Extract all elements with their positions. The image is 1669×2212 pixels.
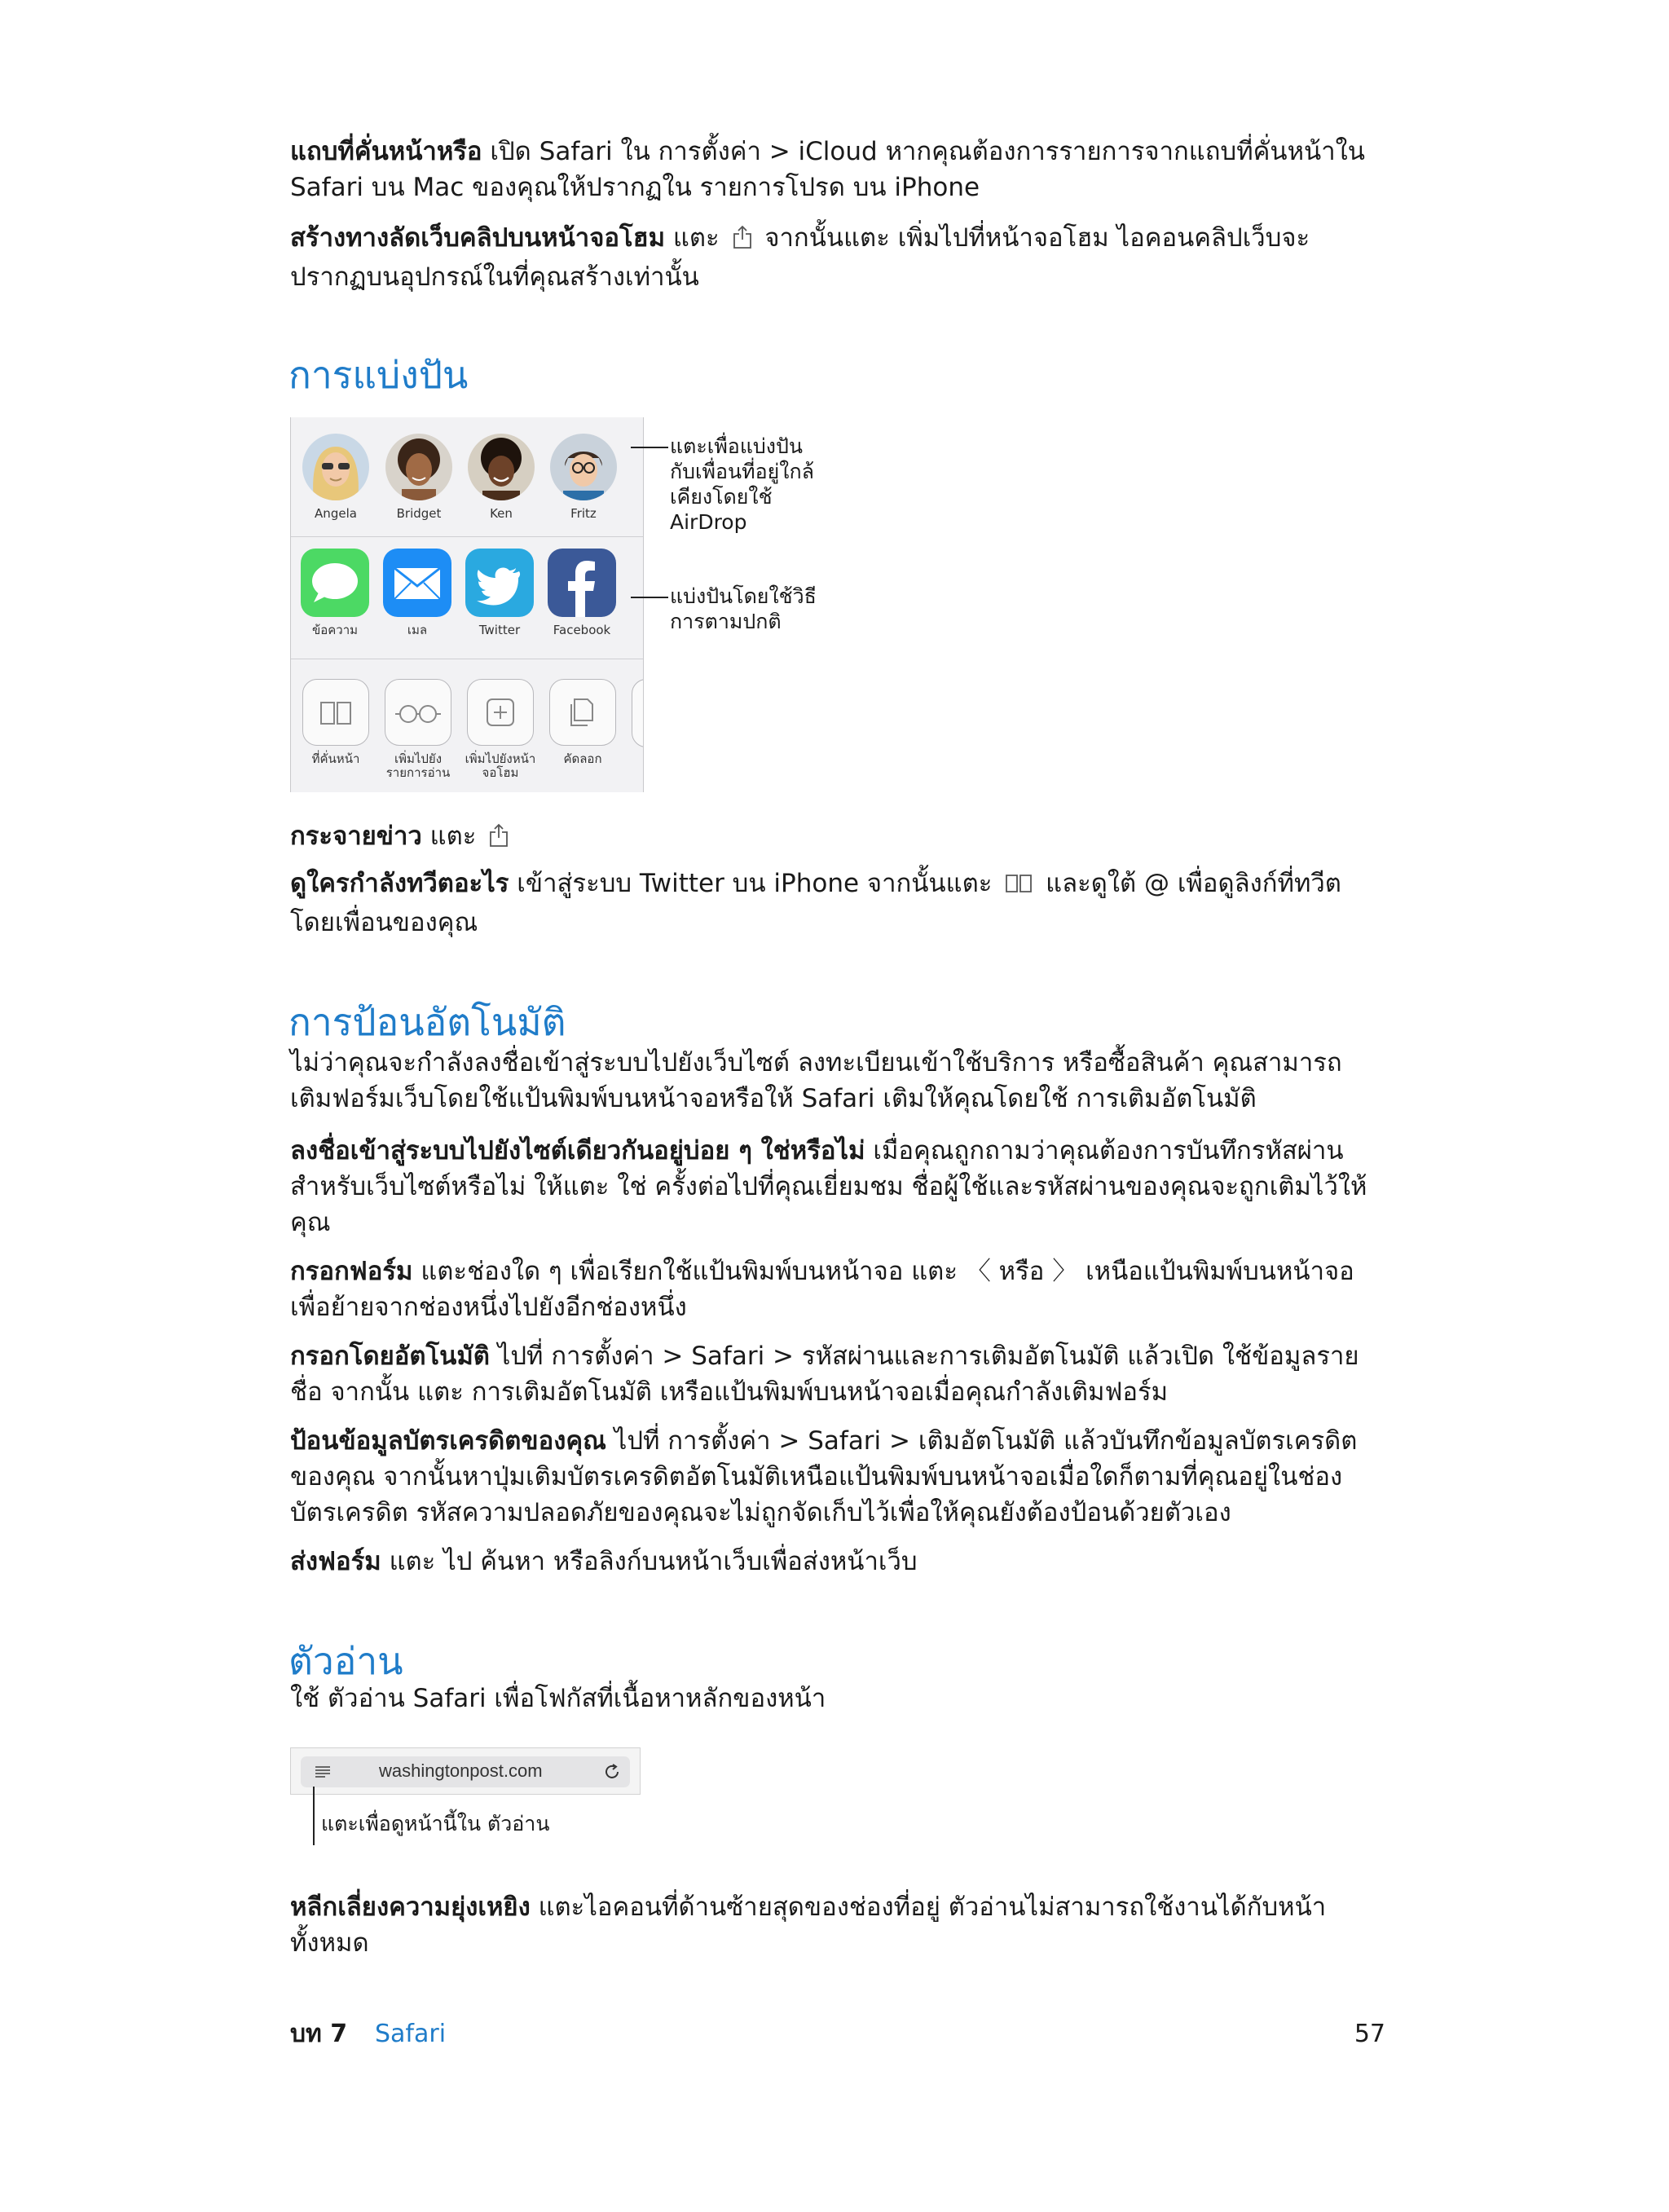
footer-title: Safari [375, 2020, 447, 2048]
avatar [468, 434, 535, 500]
footer-chapter: บท 7 [290, 2020, 348, 2048]
term-fill-form: กรอกฟอร์ม [290, 1257, 413, 1286]
app-label: ข้อความ [311, 623, 359, 637]
action-label: เพิ่มไปยังหน้าจอโฮม [465, 751, 536, 780]
twitter-icon [465, 549, 534, 617]
paragraph-avoid-clutter: หลีกเลี่ยงความยุ่งเหยิง แตะไอคอนที่ด้านซ้ายสุดของช่องที่อยู่ ตัวอ่านไม่สามารถใช้งานได้กับหน้าทั้งหมด [290, 1893, 1327, 1958]
share-apps-row [291, 536, 643, 659]
share-app-mail[interactable] [377, 549, 458, 637]
paragraph-submit-form: ส่งฟอร์ม แตะ ไป ค้นหา หรือลิงก์บนหน้าเว็บเพื่อส่งหน้าเว็บ [290, 1547, 918, 1576]
callout-airdrop: แตะเพื่อแบ่งปันกับเพื่อนที่อยู่ใกล้เคียงโดยใช้ AirDrop [670, 434, 814, 534]
share-sheet [290, 417, 644, 792]
app-label: เมล [407, 623, 428, 637]
term-save-password: ลงชื่อเข้าสู่ระบบไปยังไซต์เดียวกันอยู่บ่อย ๆ ใช่หรือไม่ [290, 1136, 865, 1165]
airdrop-contact-bridget[interactable] [378, 434, 460, 521]
reader-icon[interactable] [314, 1763, 332, 1784]
avatar [302, 434, 369, 500]
share-app-facebook[interactable] [541, 549, 623, 637]
term-tweets: ดูใครกำลังทวีตอะไร [290, 869, 509, 898]
share-icon [733, 223, 752, 259]
airdrop-contact-angela[interactable] [295, 434, 377, 521]
airdrop-contact-ken[interactable] [460, 434, 542, 521]
share-actions-row [291, 659, 643, 792]
callout-line-apps [631, 597, 668, 598]
heading-reader: ตัวอ่าน [288, 1639, 403, 1683]
contact-name: Bridget [396, 506, 442, 521]
term-submit-form: ส่งฟอร์ม [290, 1547, 381, 1576]
paragraph-bookmarks-bar: แถบที่คั่นหน้าหรือ เปิด Safari ใน การตั้งค่า > iCloud หากคุณต้องการรายการจากแถบที่คั่นหน้าใน Safari บน Mac ของคุณให้ปรากฏใน รายการโปรด บน iPhone [290, 137, 1365, 202]
contact-name: Fritz [570, 506, 597, 521]
paragraph-fill-form: กรอกฟอร์ม แตะช่องใด ๆ เพื่อเรียกใช้แป้นพิมพ์บนหน้าจอ แตะ 〈 หรือ 〉 เหนือแป้นพิมพ์บนหน้าจอเพื่อย้ายจากช่องหนึ่งไปยังอีกช่องหนึ่ง [290, 1257, 1354, 1322]
heading-sharing: การแบ่งปัน [288, 353, 469, 397]
share-app-twitter[interactable] [459, 549, 540, 637]
reload-icon[interactable] [602, 1762, 622, 1785]
contact-name: Angela [315, 506, 357, 521]
action-label: คัดลอก [563, 751, 602, 766]
app-label: Facebook [553, 623, 611, 637]
action-bookmark[interactable] [295, 679, 377, 766]
paragraph-save-password: ลงชื่อเข้าสู่ระบบไปยังไซต์เดียวกันอยู่บ่อย ๆ ใช่หรือไม่ เมื่อคุณถูกถามว่าคุณต้องการบันทึกรหัสผ่านสำหรับเว็บไซต์หรือไม่ ให้แตะ ใช่ ครั้งต่อไปที่คุณเยี่ยมชม ชื่อผู้ใช้และรหัสผ่านของคุณจะถูกเติมไว้ให้คุณ [290, 1136, 1367, 1237]
term-credit-card: ป้อนข้อมูลบัตรเครดิตของคุณ [290, 1426, 606, 1456]
paragraph-web-clip: สร้างทางลัดเว็บคลิปบนหน้าจอโฮม แตะ จากนั้นแตะ เพิ่มไปที่หน้าจอโฮม ไอคอนคลิปเว็บจะปรากฏบนอุปกรณ์ในที่คุณสร้างเท่านั้น [290, 223, 1310, 292]
term-web-clip: สร้างทางลัดเว็บคลิปบนหน้าจอโฮม [290, 223, 666, 253]
airdrop-row [291, 417, 643, 536]
term-spread-word: กระจายข่าว [290, 822, 422, 851]
book-icon [302, 679, 369, 746]
term-bookmarks-bar: แถบที่คั่นหน้าหรือ [290, 137, 482, 166]
glasses-icon [385, 679, 451, 746]
paragraph-reader-intro: ใช้ ตัวอ่าน Safari เพื่อโฟกัสที่เนื้อหาหลักของหน้า [290, 1684, 826, 1713]
callout-apps: แบ่งปันโดยใช้วิธีการตามปกติ [670, 584, 817, 633]
avatar [550, 434, 617, 500]
callout-reader: แตะเพื่อดูหน้านี้ใน ตัวอ่าน [321, 1812, 550, 1835]
callout-line-reader [313, 1787, 315, 1845]
action-copy[interactable] [542, 679, 623, 766]
paragraph-spread-word: กระจายข่าว แตะ [290, 818, 1382, 857]
share-icon [489, 822, 509, 857]
share-app-messages[interactable] [294, 549, 376, 637]
plus-icon [467, 679, 534, 746]
action-reading-list[interactable] [377, 679, 459, 780]
address-bar [290, 1747, 641, 1795]
paragraph-autofill-intro: ไม่ว่าคุณจะกำลังลงชื่อเข้าสู่ระบบไปยังเว็บไซต์ ลงทะเบียนเข้าใช้บริการ หรือซื้อสินค้า คุณสามารถเติมฟอร์มเว็บโดยใช้แป้นพิมพ์บนหน้าจอหรือให้ Safari เติมให้คุณโดยใช้ การเติมอัตโนมัติ [290, 1048, 1342, 1113]
mail-icon [383, 549, 451, 617]
facebook-icon [548, 549, 616, 617]
address-field[interactable] [301, 1756, 630, 1787]
callout-line-airdrop [631, 447, 668, 448]
avatar [385, 434, 452, 500]
book-icon [1005, 869, 1033, 905]
action-label: ที่คั่นหน้า [311, 751, 360, 766]
action-label: เพิ่มไปยังรายการอ่าน [385, 751, 451, 780]
page-number: 57 [1354, 2020, 1385, 2048]
more-action-partial[interactable] [632, 679, 644, 747]
airdrop-contact-fritz[interactable] [543, 434, 624, 521]
copy-icon [549, 679, 616, 746]
action-add-home[interactable] [460, 679, 541, 780]
paragraph-tweets: ดูใครกำลังทวีตอะไร เข้าสู่ระบบ Twitter บน iPhone จากนั้นแตะ และดูใต้ @ เพื่อดูลิงก์ที่ทวีตโดยเพื่อนของคุณ [290, 869, 1341, 937]
paragraph-credit-card: ป้อนข้อมูลบัตรเครดิตของคุณ ไปที่ การตั้งค่า > Safari > เติมอัตโนมัติ แล้วบันทึกข้อมูลบัตรเครดิตของคุณ จากนั้นหาปุ่มเติมบัตรเครดิตอัตโนมัติเหนือแป้นพิมพ์บนหน้าจอเมื่อใดก็ตามที่คุณอยู่ในช่องบัตรเครดิต รหัสความปลอดภัยของคุณจะไม่ถูกจัดเก็บไว้เพื่อให้คุณยังต้องป้อนด้วยตัวเอง [290, 1426, 1358, 1527]
address-url: washingtonpost.com [379, 1760, 543, 1781]
heading-autofill: การป้อนอัตโนมัติ [288, 1000, 566, 1044]
term-auto-fill: กรอกโดยอัตโนมัติ [290, 1342, 490, 1371]
app-label: Twitter [478, 623, 521, 637]
contact-name: Ken [490, 506, 513, 521]
paragraph-auto-fill: กรอกโดยอัตโนมัติ ไปที่ การตั้งค่า > Safari > รหัสผ่านและการเติมอัตโนมัติ แล้วเปิด ใช้ข้อมูลรายชื่อ จากนั้น แตะ การเติมอัตโนมัติ เหรือแป้นพิมพ์บนหน้าจอเมื่อคุณกำลังเติมฟอร์ม [290, 1342, 1359, 1407]
term-avoid-clutter: หลีกเลี่ยงความยุ่งเหยิง [290, 1893, 531, 1922]
messages-icon [301, 549, 369, 617]
